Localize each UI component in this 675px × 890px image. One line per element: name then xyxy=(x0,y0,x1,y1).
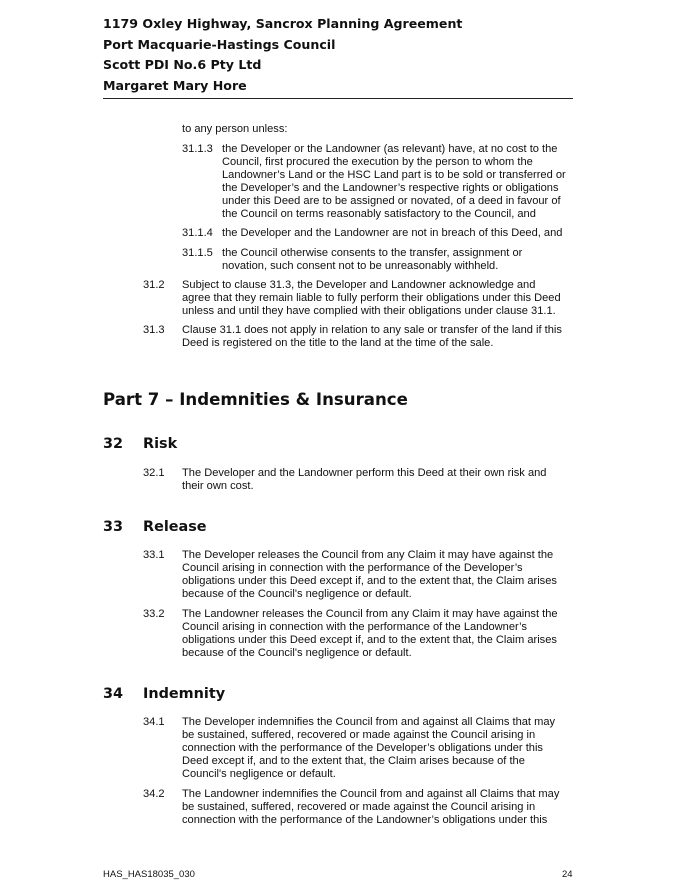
clause-line: connection with the performance of the Landowner’s obligations under this xyxy=(182,814,548,826)
clause-line: unless and until they have complied with their obligations under clause 31.1. xyxy=(182,305,556,317)
header-party-council: Port Macquarie-Hastings Council xyxy=(103,36,336,52)
clause-line: the Developer’s and the Landowner’s respective rights or obligations xyxy=(222,182,559,194)
clause-text xyxy=(182,716,555,781)
clause-line: Council's negligence or default. xyxy=(182,768,336,780)
clause-line: connection with the performance of the Developer’s obligations under this xyxy=(182,742,543,754)
clause-number: 31.1.4 xyxy=(182,227,213,239)
document-header xyxy=(103,14,573,99)
clause-text xyxy=(182,608,558,660)
clause-line: The Developer indemnifies the Council from and against all Claims that may xyxy=(182,716,556,728)
clause-number: 31.1.5 xyxy=(182,247,213,259)
clause-line: under this Deed are to be assigned or novated, of a deed in favour of xyxy=(222,195,561,207)
footer-page-number: 24 xyxy=(562,869,573,880)
clause-line: Subject to clause 31.3, the Developer and Landowner acknowledge and xyxy=(182,279,536,291)
clause-text xyxy=(182,549,557,601)
clause-line: agree that they remain liable to fully perform their obligations under this Deed xyxy=(182,292,561,304)
clause-line: because of the Council's negligence or default. xyxy=(182,647,412,659)
clause-line: be sustained, suffered, recovered or made against the Council arising in xyxy=(182,801,536,813)
clause-line: Landowner’s Land or the HSC Land part is to be sold or transferred or xyxy=(222,169,566,181)
clause-text xyxy=(222,143,566,221)
clause-line: be sustained, suffered, recovered or made against the Council arising in xyxy=(182,729,536,741)
section-title: Indemnity xyxy=(143,686,226,702)
clause-number: 32.1 xyxy=(143,467,165,479)
clause-line: Deed except if, and to the extent that, the Claim arises because of the xyxy=(182,755,525,767)
clause-line: obligations under this Deed except if, and to the extent that, the Claim arises xyxy=(182,575,557,587)
section-title: Release xyxy=(143,519,207,535)
header-party-landowner: Margaret Mary Hore xyxy=(103,77,247,93)
clause-line: Council, first procured the execution by the person to whom the xyxy=(222,156,533,168)
clause-line: The Landowner indemnifies the Council from and against all Claims that may xyxy=(182,788,560,800)
clause-text xyxy=(222,247,522,273)
clause-text xyxy=(182,279,561,318)
clause-text xyxy=(182,788,559,827)
clause-line: the Council otherwise consents to the transfer, assignment or xyxy=(222,247,523,259)
clause-31-1-intro: to any person unless: xyxy=(182,123,288,135)
clause-line: The Developer releases the Council from any Claim it may have against the xyxy=(182,549,554,561)
clause-line: Deed is registered on the title to the land at the time of the sale. xyxy=(182,337,494,349)
clause-number: 33.1 xyxy=(143,549,165,561)
clause-line: the Developer or the Landowner (as relevant) have, at no cost to the xyxy=(222,143,558,155)
clause-line: obligations under this Deed except if, and to the extent that, the Claim arises xyxy=(182,634,557,646)
clause-number: 31.2 xyxy=(143,279,165,291)
header-party-developer: Scott PDI No.6 Pty Ltd xyxy=(103,57,262,72)
section-number: 34 xyxy=(103,686,124,702)
clause-line: Clause 31.1 does not apply in relation to any sale or transfer of the land if this xyxy=(182,324,562,336)
clause-line: Council arising in connection with the performance of the Developer’s xyxy=(182,562,523,574)
section-number: 32 xyxy=(103,436,124,452)
clause-number: 31.1.3 xyxy=(182,143,213,155)
clause-line: Council arising in connection with the performance of the Landowner’s xyxy=(182,621,527,633)
section-title: Risk xyxy=(143,436,178,452)
clause-number: 34.1 xyxy=(143,716,165,728)
footer-document-reference: HAS_HAS18035_030 xyxy=(103,869,195,880)
clause-line: the Developer and the Landowner are not in breach of this Deed, and xyxy=(222,227,563,239)
clause-line: novation, such consent not to be unreasonably withheld. xyxy=(222,260,499,272)
part-heading: Part 7 – Indemnities & Insurance xyxy=(103,390,408,409)
clause-number: 34.2 xyxy=(143,788,165,800)
header-title: 1179 Oxley Highway, Sancrox Planning Agreement xyxy=(103,16,463,31)
clause-text xyxy=(222,227,562,240)
clause-text xyxy=(182,324,562,350)
clause-number: 33.2 xyxy=(143,608,165,620)
clause-number: 31.3 xyxy=(143,324,165,336)
clause-line: the Council on terms reasonably satisfactory to the Council, and xyxy=(222,208,536,220)
clause-line: because of the Council's negligence or default. xyxy=(182,588,412,600)
section-number: 33 xyxy=(103,519,124,535)
clause-line: their own cost. xyxy=(182,480,254,492)
clause-line: The Developer and the Landowner perform this Deed at their own risk and xyxy=(182,467,547,479)
clause-text xyxy=(182,467,546,493)
clause-line: The Landowner releases the Council from any Claim it may have against the xyxy=(182,608,558,620)
